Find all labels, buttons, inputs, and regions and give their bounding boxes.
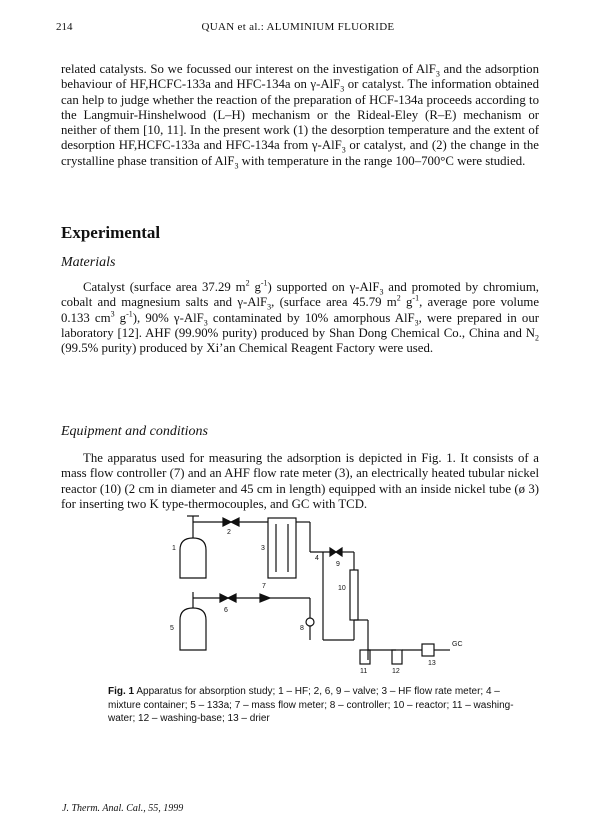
drier-13 <box>422 644 434 656</box>
fig-label-13: 13 <box>428 660 436 667</box>
fig-label-2: 2 <box>227 529 231 536</box>
fig-label-8: 8 <box>300 625 304 632</box>
subsection-heading-materials: Materials <box>61 255 116 270</box>
fig-label-7: 7 <box>262 583 266 590</box>
figure-caption-text: Apparatus for absorption study; 1 – HF; 2, 6, 9 – valve; 3 – HF flow rate meter; 4 – mixture container; 5 – 133a; 7 – mass flow meter; 8 – controller; 10 – reactor; 11 – washing-water; 12 – washing-base; 13 – drier <box>108 686 514 724</box>
fig-label-9: 9 <box>336 561 340 568</box>
journal-footer: J. Therm. Anal. Cal., 55, 1999 <box>62 803 184 814</box>
intro-paragraph: related catalysts. So we focussed our interest on the investigation of AlF$_3$ and the adsorption behaviour of HF,HCFC-133a and HFC-134a on γ-AlF$_3$ or catalyst. The information obtained can help to judge whether the reaction of the preparation of HCF-134a proceeds according to the Langmuir-Hinshelwood (L–H) mechanism or the Rideal-Eley (R–E) mechanism or neither of them [10, 11]. In the present work (1) the desorption temperature and the extent of desorption HF,HCFC-133a and HFC-134a from γ-AlF$_3$ or catalyst, and (2) the change in the crystalline phase transition of AlF$_3$ with temperature in the range 100–700°C were studied. <box>61 62 539 171</box>
fig-label-gc: GC <box>452 641 463 648</box>
mass-flow-meter-7 <box>260 594 270 602</box>
figure-caption <box>108 685 533 726</box>
fig-label-12: 12 <box>392 668 400 675</box>
fig-label-6: 6 <box>224 607 228 614</box>
fig-label-3: 3 <box>261 545 265 552</box>
reactor-10 <box>350 570 358 620</box>
fig-label-5: 5 <box>170 625 174 632</box>
fig-label-4: 4 <box>315 555 319 562</box>
equipment-paragraph: The apparatus used for measuring the adsorption is depicted in Fig. 1. It consists of a mass flow controller (7) and an AHF flow rate meter (3), an electrically heated tubular nickel reactor (10) (2 cm in diameter and 45 cm in length) equipped with an inside nickel tube (ø 3) for inserting two K type-thermocouples, and GC with TCD. <box>61 451 539 511</box>
fig-label-1: 1 <box>172 545 176 552</box>
materials-paragraph: Catalyst (surface area 37.29 $m^2$ $g^{-1}$) supported on γ-AlF$_3$ and promoted by chromium, cobalt and magnesium salts and γ-AlF$_3$, (surface area 45.79 $m^2$ $g^{-1}$, average pore volume 0.133 $cm^3$ $g^{-1}$), 90% γ-AlF$_3$ contaminated by 10% amorphous AlF$_3$, were prepared in our laboratory [12]. AHF (99.90% purity) produced by Shan Dong Chemical Co., China and $N_2$ (99.5% purity) produced by Xi’an Chemical Reagent Factory were used. <box>61 278 539 356</box>
flow-meter-3 <box>268 518 296 578</box>
fig-label-10: 10 <box>338 585 346 592</box>
fig-label-11: 11 <box>360 668 368 675</box>
washing-base-12 <box>392 650 402 664</box>
apparatus-figure <box>160 510 490 675</box>
figure-caption-label: Fig. 1 <box>108 686 135 697</box>
cylinder-5 <box>180 608 206 650</box>
page-header <box>56 21 540 35</box>
controller-8 <box>306 618 314 626</box>
page-number: 214 <box>56 21 73 33</box>
section-heading-experimental: Experimental <box>61 223 161 242</box>
running-title: QUAN et al.: ALUMINIUM FLUORIDE <box>201 21 395 33</box>
subsection-heading-equipment: Equipment and conditions <box>61 424 208 439</box>
cylinder-1 <box>180 538 206 578</box>
